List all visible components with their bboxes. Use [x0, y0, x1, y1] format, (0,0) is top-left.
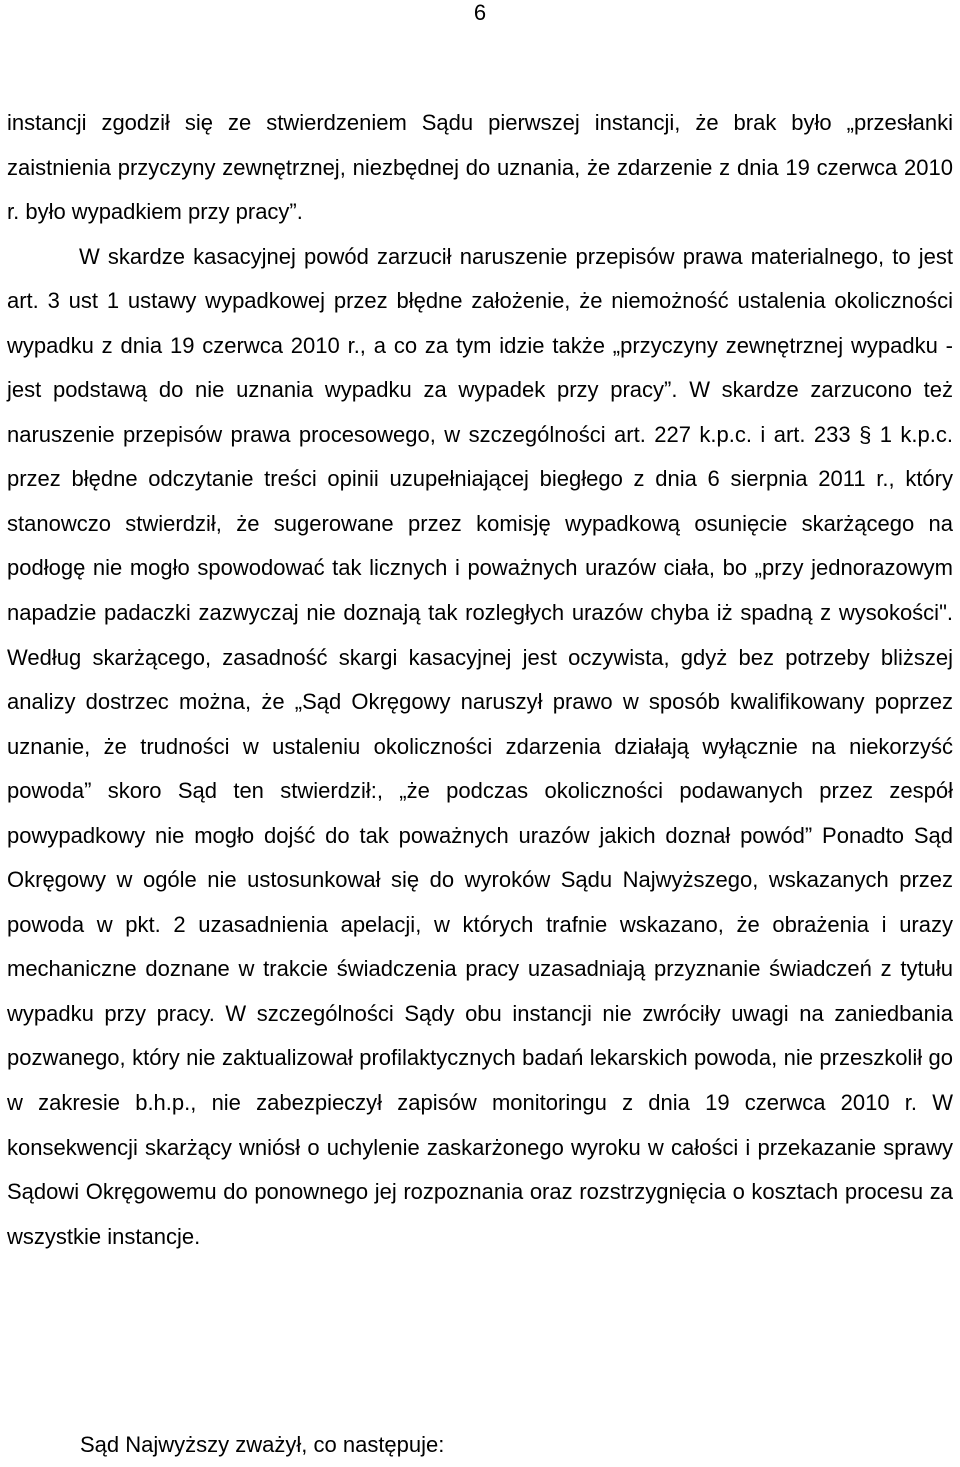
paragraph-continuation: instancji zgodził się ze stwierdzeniem Sądu pierwszej instancji, że brak było „przesłanki zaistnienia przyczyny zewnętrznej, niezbędnej do uznania, że zdarzenie z dnia 19 czerwca 2010 r. było wypadkiem przy pracy”.	[7, 110, 953, 225]
section-heading-court-considerations: Sąd Najwyższy zważył, co następuje:	[80, 1432, 445, 1457]
paragraph-cassation-complaint: W skardze kasacyjnej powód zarzucił naruszenie przepisów prawa materialnego, to jest art. 3 ust 1 ustawy wypadkowej przez błędne założenie, że niemożność ustalenia okoliczności wypadku z dnia 19 czerwca 2010 r., a co za tym idzie także „przyczyny zewnętrznej wypadku - jest podstawą do nie uznania wypadku za wypadek przy pracy”. W skardze zarzucono też naruszenie przepisów prawa procesowego, w szczególności art. 227 k.p.c. i art. 233 § 1 k.p.c. przez błędne odczytanie treści opinii uzupełniającej biegłego z dnia 6 sierpnia 2011 r., który stanowczo stwierdził, że sugerowane przez komisję wypadkową osunięcie skarżącego na podłogę nie mogło spowodować tak licznych i poważnych urazów ciała, bo „przy jednorazowym napadzie padaczki zazwyczaj nie doznają tak rozległych urazów chyba iż spadną z wysokości". Według skarżącego, zasadność skargi kasacyjnej jest oczywista, gdyż bez potrzeby bliższej analizy dostrzec można, że „Sąd Okręgowy naruszył prawo w sposób kwalifikowany poprzez uznanie, że trudności w ustaleniu okoliczności zdarzenia działają wyłącznie na niekorzyść powoda” skoro Sąd ten stwierdził:, „że podczas okoliczności podawanych przez zespół powypadkowy nie mogło dojść do tak poważnych urazów jakich doznał powód” Ponadto Sąd Okręgowy w ogóle nie ustosunkował się do wyroków Sądu Najwyższego, wskazanych przez powoda w pkt. 2 uzasadnienia apelacji, w których trafnie wskazano, że obrażenia i urazy mechaniczne doznane w trakcie świadczenia pracy uzasadniają przyznanie świadczeń z tytułu wypadku przy pracy. W szczególności Sądy obu instancji nie zwróciły uwagi na zaniedbania pozwanego, który nie zaktualizował profilaktycznych badań lekarskich powoda, nie przeszkolił go w zakresie b.h.p., nie zabezpieczył zapisów monitoringu z dnia 19 czerwca 2010 r. W konsekwencji skarżący wniósł o uchylenie zaskarżonego wyroku w całości i przekazanie sprawy Sądowi Okręgowemu do ponownego jej rozpoznania oraz rozstrzygnięcia o kosztach procesu za wszystkie instancje.	[7, 243, 953, 1249]
page-number: 6	[473, 0, 487, 25]
document-body	[7, 101, 953, 1259]
